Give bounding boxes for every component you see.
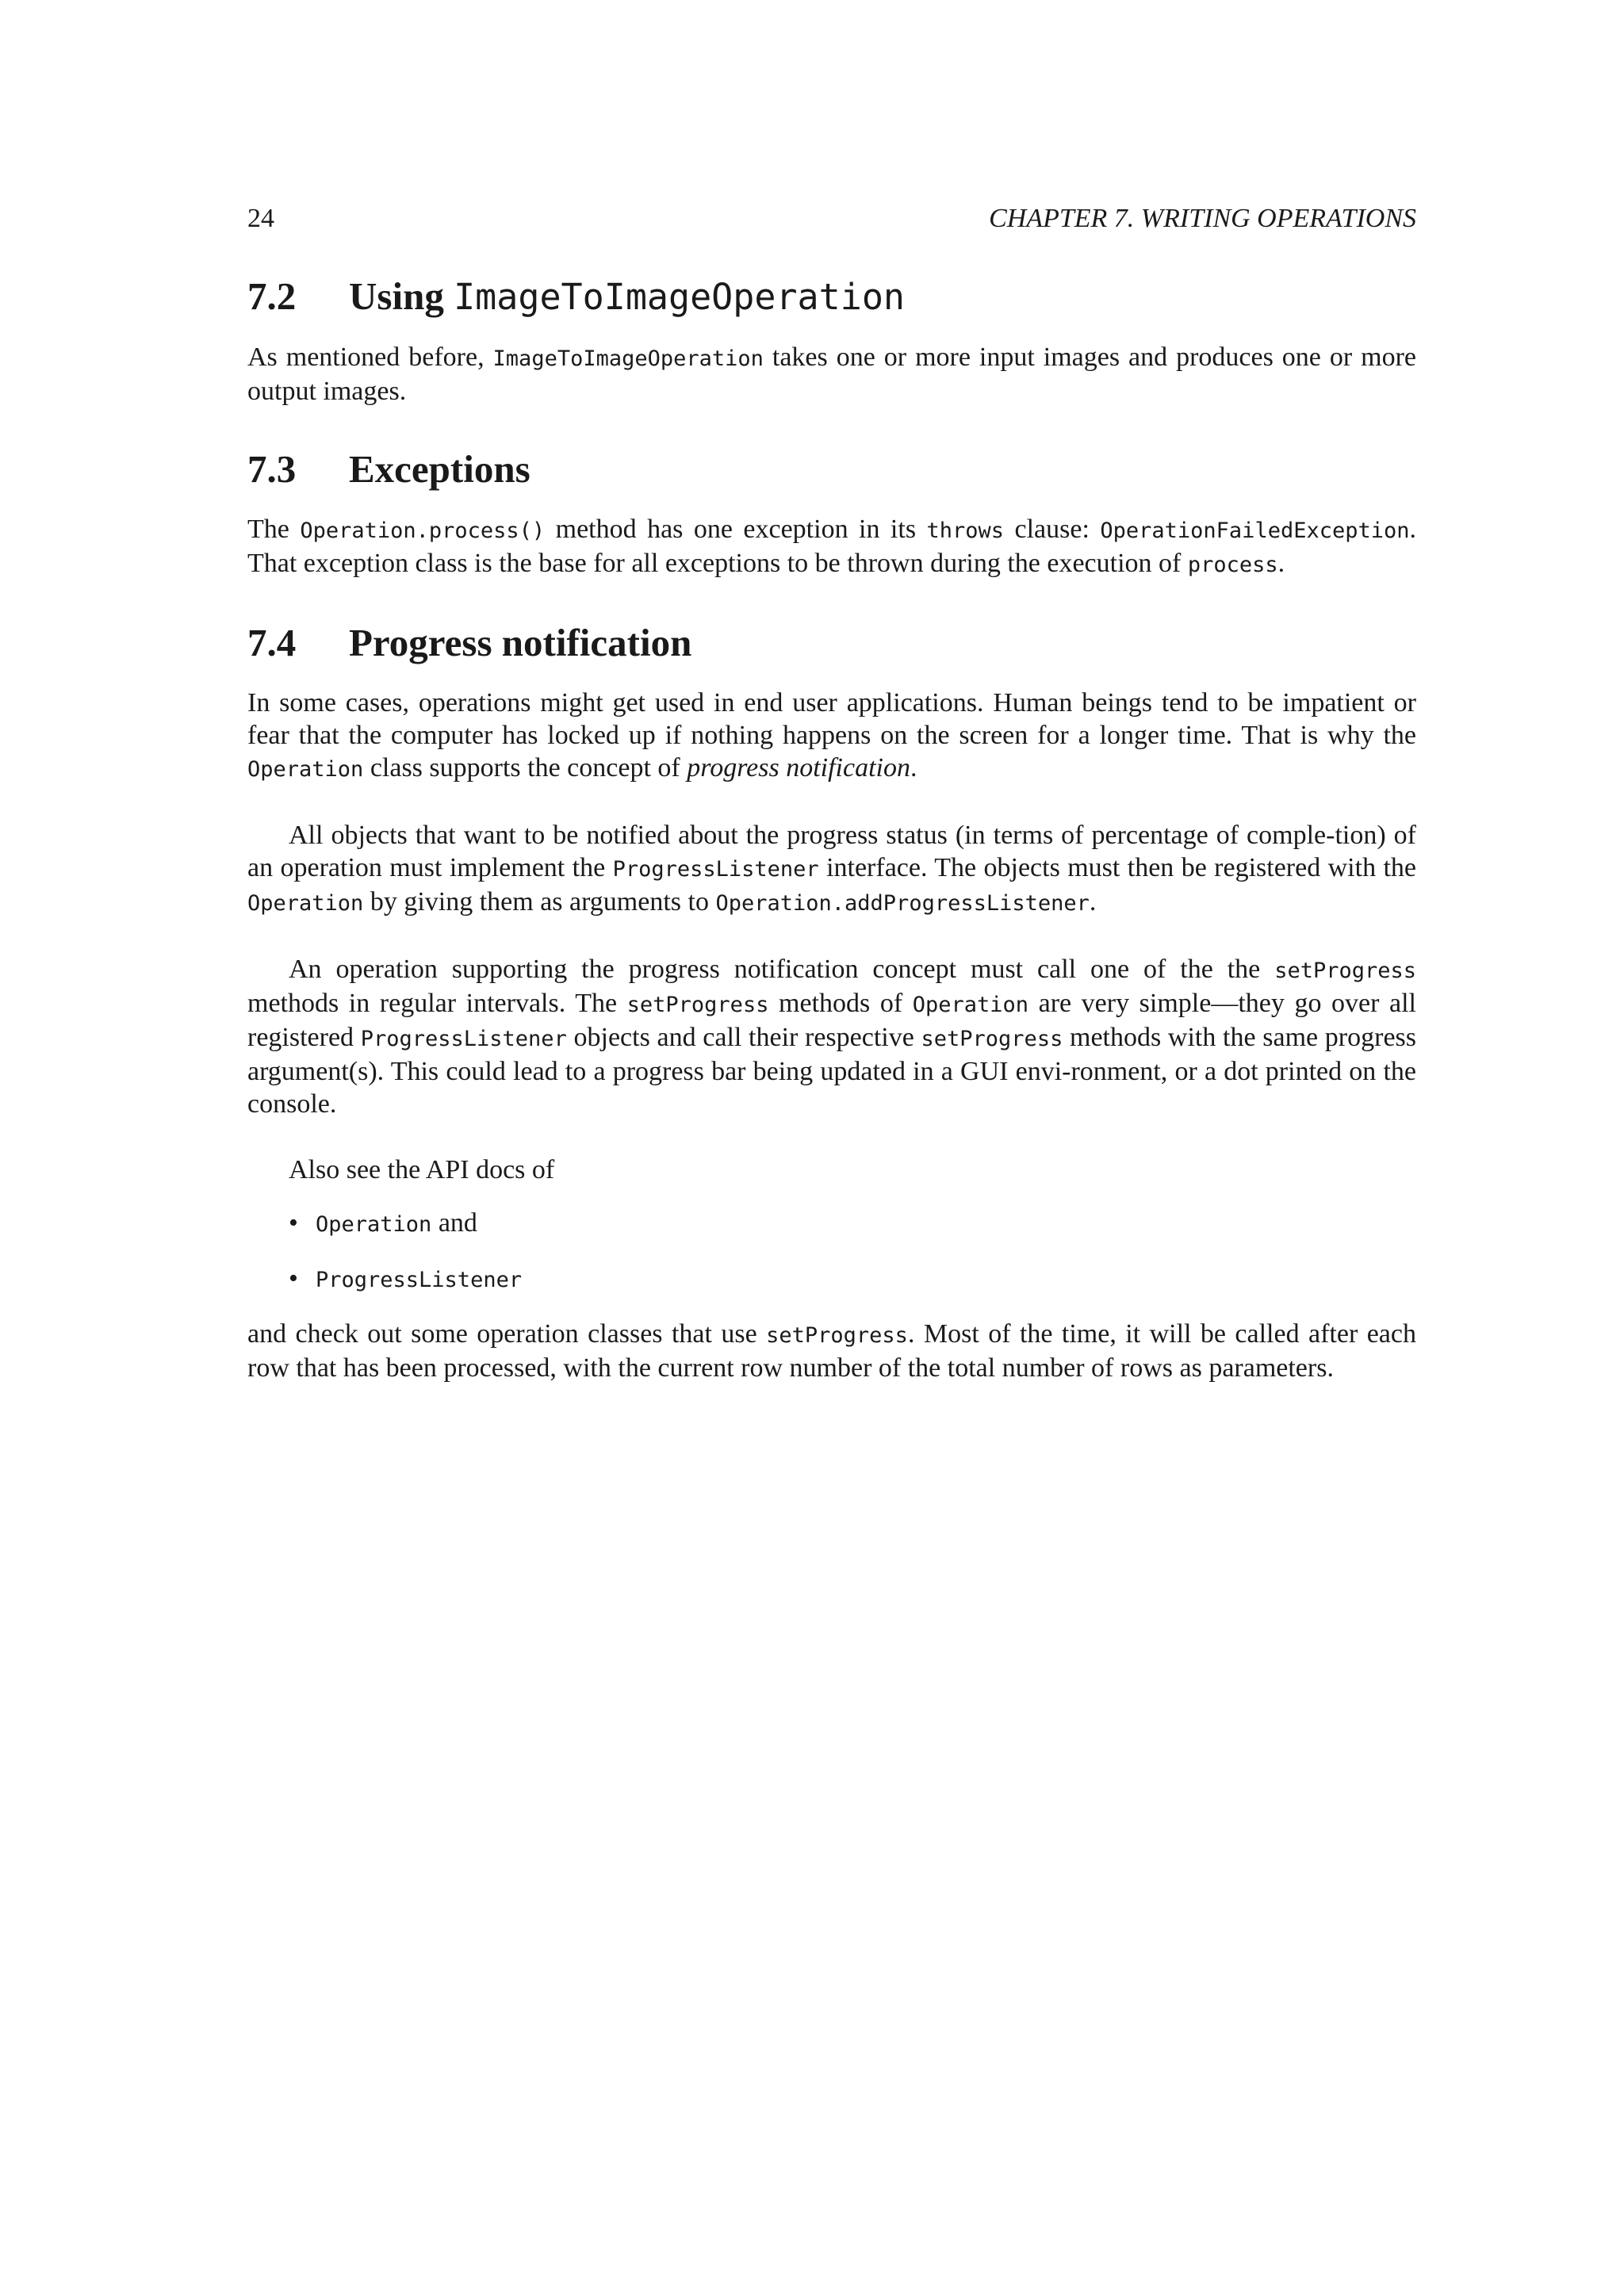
inline-code: ImageToImageOperation [492, 346, 764, 371]
document-page [247, 201, 1416, 1384]
inline-code: Operation.process() [300, 519, 546, 543]
text-run: An operation supporting the progress notification concept must call one of the the [289, 955, 1275, 984]
text-run: All objects that want to be notified about the progress status (in terms of percentage of comple-tion) of an operation must implement the [247, 821, 1416, 882]
text-run: by giving them as arguments to [363, 887, 716, 916]
page-number: 24 [247, 204, 274, 233]
inline-code: Operation [247, 891, 364, 916]
text-run: . [1277, 549, 1285, 578]
inline-code: setProgress [1274, 959, 1416, 983]
bullet-icon: • [289, 1264, 298, 1293]
text-run: In some cases, operations might get used in end user applications. Human beings tend to be impatient or fear that the computer has locked up if nothing happens on the screen for a longer time. That is why the [247, 688, 1416, 750]
list-item [247, 1207, 1416, 1241]
inline-code: ProgressListener [316, 1268, 523, 1292]
text-run: class supports the concept of [363, 753, 688, 783]
inline-code: setProgress [921, 1027, 1063, 1051]
inline-code: Operation [316, 1212, 432, 1237]
paragraph-7-4-4: Also see the API docs of [289, 1155, 555, 1184]
inline-code: ProgressListener [612, 857, 819, 882]
paragraph-7-3 [247, 513, 1416, 581]
paragraph-7-4-2 [247, 819, 1416, 920]
text-run: methods in regular intervals. The [247, 989, 627, 1018]
text-run: clause: [1004, 515, 1101, 544]
text-run: interface. The objects must then be registered with the [818, 853, 1417, 882]
text-run: methods of [768, 989, 913, 1018]
text-run: method has one exception in its [545, 515, 927, 544]
inline-code: Operation.addProgressListener [715, 891, 1090, 916]
text-run: . That exception class is the base for all exceptions to be thrown during the execution of [247, 515, 1417, 578]
section-number: 7.4 [247, 621, 297, 664]
inline-code: ProgressListener [360, 1027, 567, 1051]
section-heading-7-4 [247, 619, 1416, 667]
text-run: . [910, 753, 917, 783]
text-run: takes one or more input images and produces one or more output images. [247, 342, 1416, 406]
text-run: and [431, 1208, 477, 1238]
text-run: The [247, 515, 301, 544]
api-docs-list [247, 1207, 1416, 1296]
inline-code: throws [926, 519, 1005, 543]
inline-code: process [1187, 553, 1278, 577]
bullet-icon: • [289, 1208, 298, 1238]
paragraph-7-4-1 [247, 687, 1416, 786]
section-number: 7.3 [247, 447, 297, 491]
section-title-code: ImageToImageOperation [454, 276, 906, 318]
inline-code: setProgress [626, 993, 769, 1017]
text-run: are very simple—they go over all registered [247, 989, 1416, 1052]
section-heading-7-3 [247, 446, 1416, 493]
inline-code: Operation [247, 757, 364, 782]
inline-code: Operation [912, 993, 1029, 1017]
chapter-title: CHAPTER 7. WRITING OPERATIONS [989, 204, 1416, 233]
section-title: Exceptions [349, 447, 530, 491]
inline-code: OperationFailedException [1100, 519, 1410, 543]
text-run: . Most of the time, it will be called after each row that has been processed, with the current row number of the total number of rows as parameters. [247, 1319, 1416, 1383]
paragraph-7-4-5 [247, 1318, 1416, 1384]
text-run: methods with the same progress argument(s). This could lead to a progress bar being updated in a GUI envi-ronment, or a dot printed on the console. [247, 1023, 1416, 1119]
section-number: 7.2 [247, 274, 297, 318]
text-run: . [1089, 887, 1097, 916]
running-header [247, 201, 1416, 236]
inline-code: setProgress [766, 1323, 908, 1348]
text-run: objects and call their respective [566, 1023, 921, 1052]
list-item [247, 1262, 1416, 1296]
section-title: Progress notification [349, 621, 692, 664]
paragraph-7-4-3 [247, 953, 1416, 1120]
section-title-word: Using [349, 274, 444, 318]
emphasis-text: progress notification [687, 753, 910, 783]
paragraph-7-2 [247, 341, 1416, 408]
text-run: and check out some operation classes that use [247, 1319, 767, 1349]
text-run: As mentioned before, [247, 342, 493, 372]
section-heading-7-2 [247, 273, 1416, 321]
section-title [349, 273, 905, 321]
